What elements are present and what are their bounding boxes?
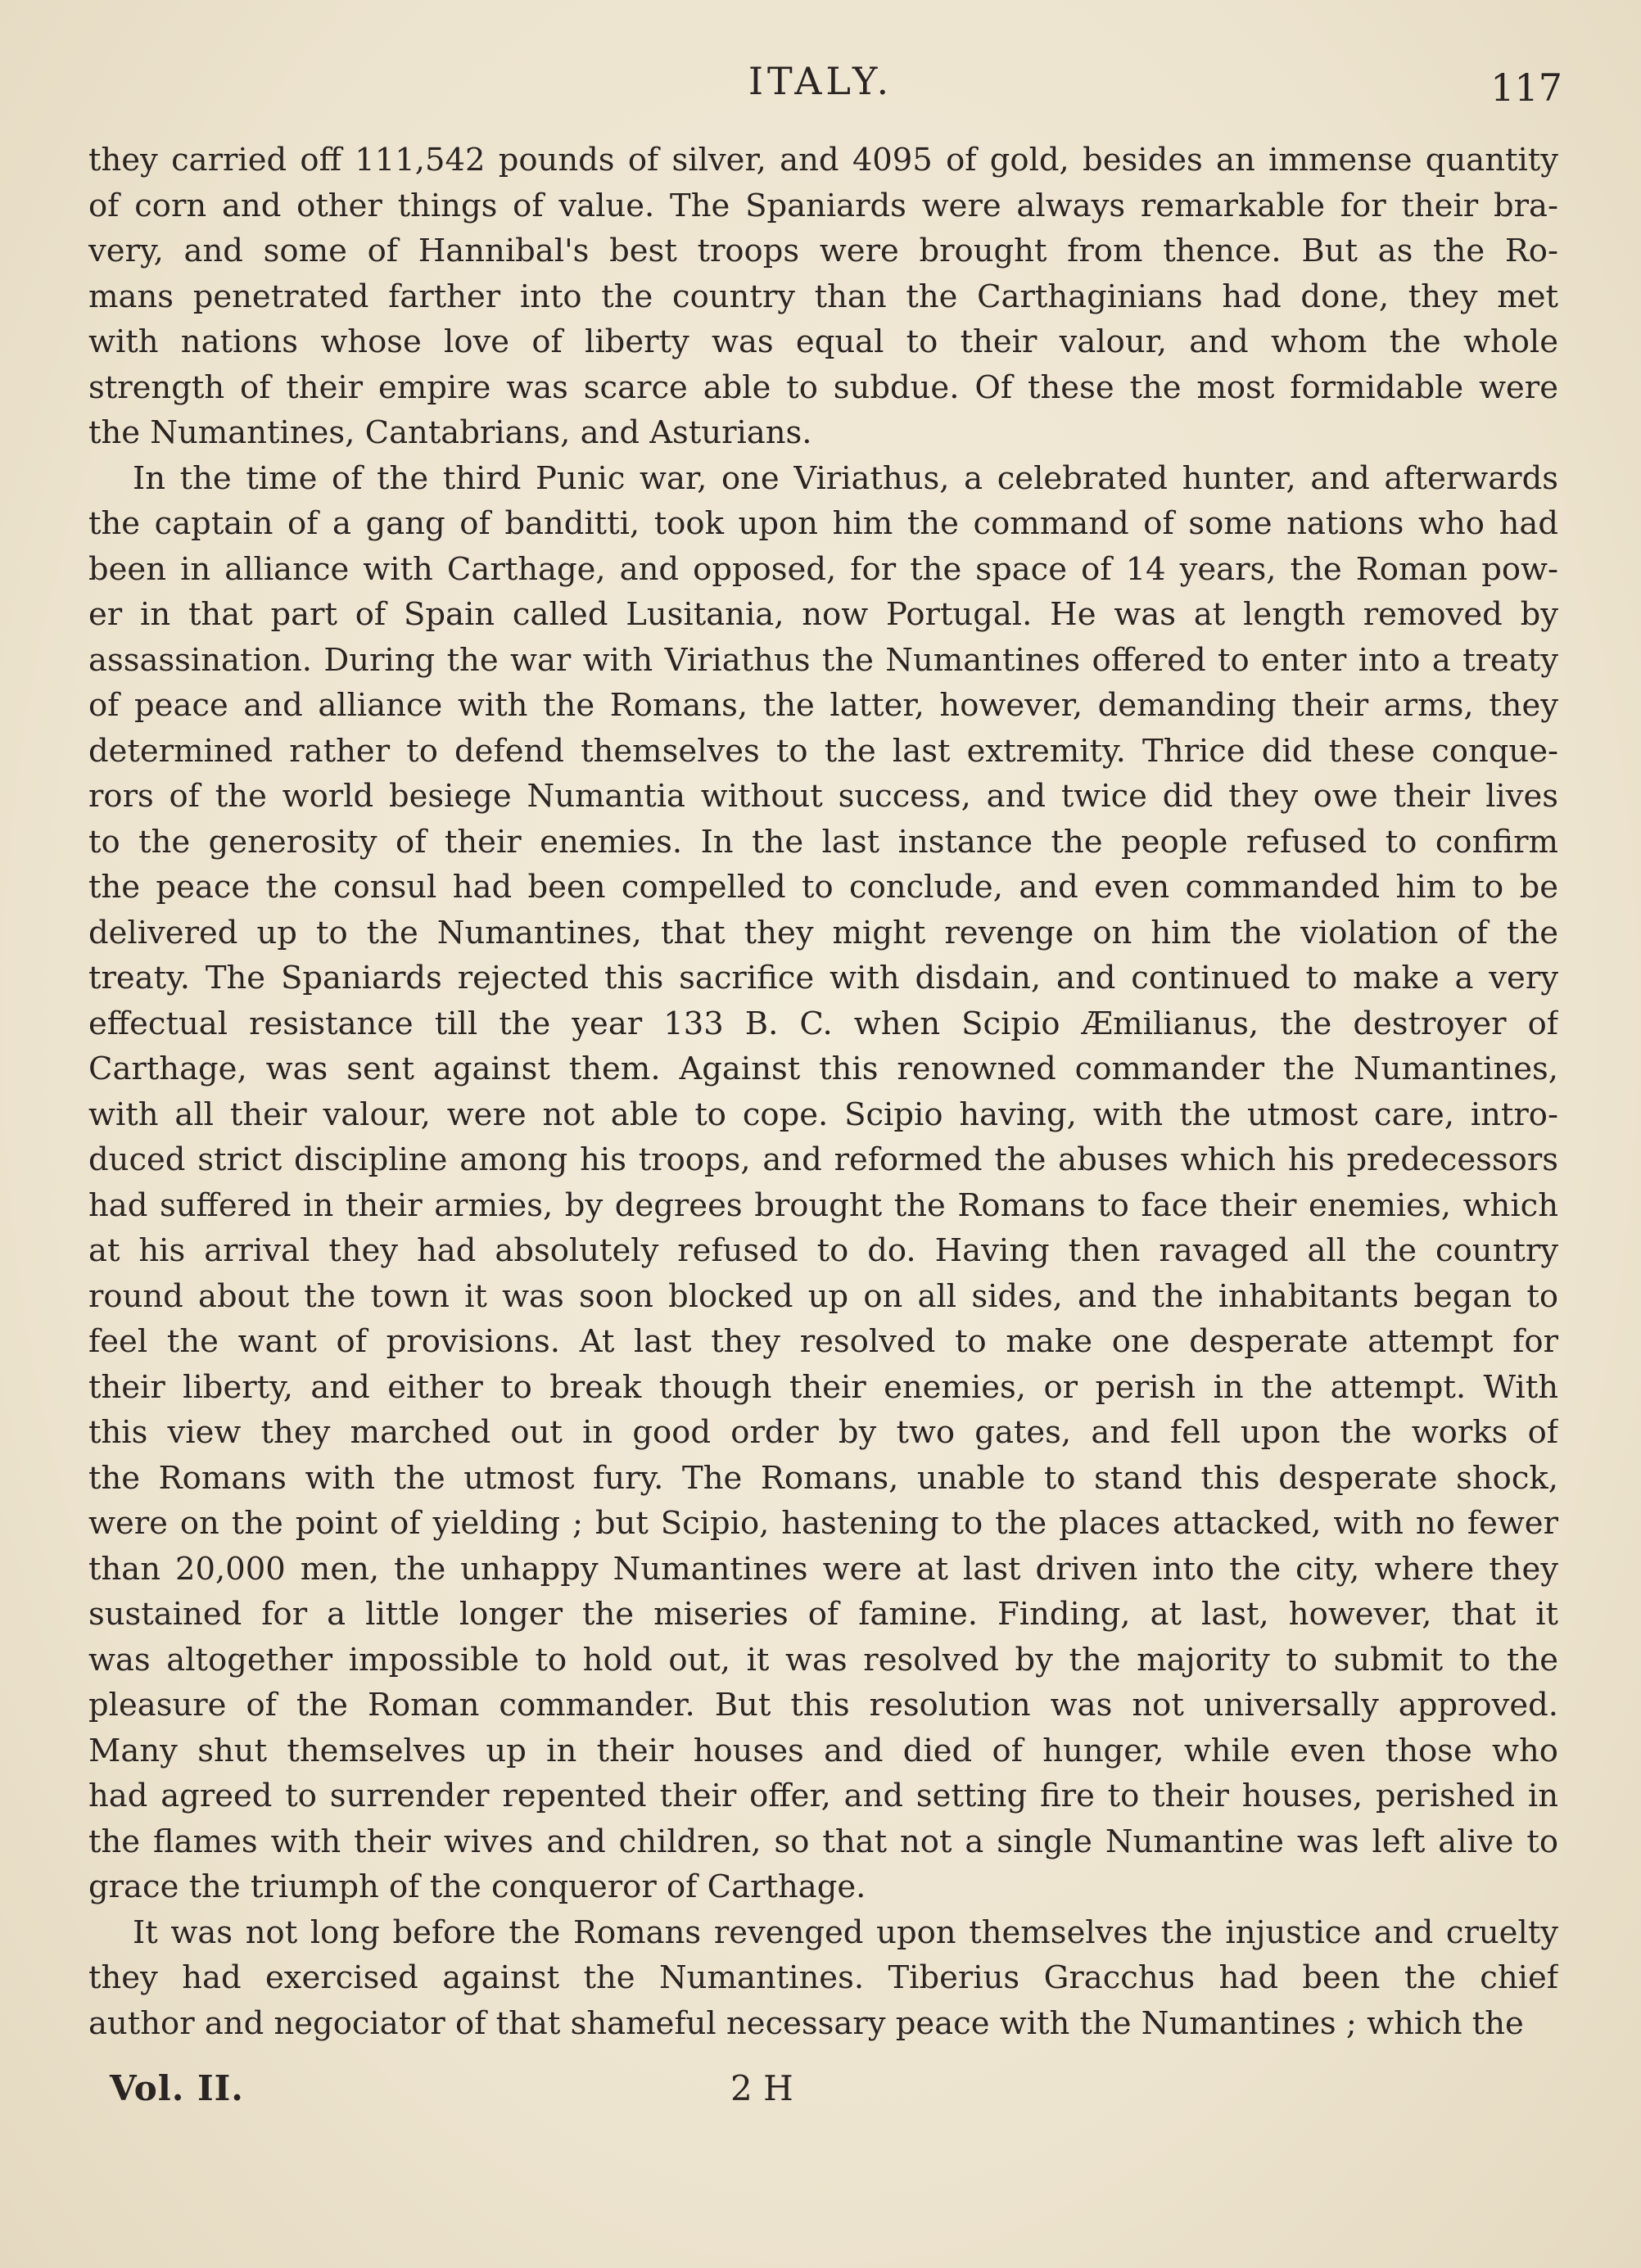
page-title: ITALY.: [748, 59, 893, 103]
text-line: mans penetrated farther into the country than the Carthaginians had done, they met: [88, 278, 1558, 315]
text-line: duced strict discipline among his troops, and reformed the abuses which his predecessors: [88, 1141, 1558, 1178]
text-line: their liberty, and either to break though their enemies, or perish in the attempt. With: [88, 1368, 1558, 1406]
text-line: In the time of the third Punic war, one Viriathus, a celebrated hunter, and afterwards: [133, 459, 1558, 497]
text-line: Many shut themselves up in their houses and died of hunger, while even those who: [88, 1732, 1558, 1769]
text-line: feel the want of provisions. At last they resolved to make one desperate attempt for: [88, 1323, 1558, 1360]
text-line: with all their valour, were not able to cope. Scipio having, with the utmost care, intro-: [88, 1096, 1558, 1133]
text-line: of corn and other things of value. The Spaniards were always remarkable for their bra-: [88, 187, 1558, 224]
text-line: were on the point of yielding ; but Scipio, hastening to the places attacked, with no fewer: [88, 1505, 1558, 1542]
text-line: had agreed to surrender repented their offer, and setting fire to their houses, perished in: [88, 1778, 1558, 1814]
text-line: round about the town it was soon blocked up on all sides, and the inhabitants began to: [88, 1277, 1558, 1315]
signature-mark: 2 H: [730, 2068, 793, 2108]
text-line: to the generosity of their enemies. In the last instance the people refused to confirm: [88, 823, 1558, 861]
paragraph: [88, 456, 1558, 1910]
page-number: 117: [1490, 66, 1562, 110]
text-line: the Numantines, Cantabrians, and Asturians.: [88, 414, 812, 451]
text-line: the Romans with the utmost fury. The Romans, unable to stand this desperate shock,: [88, 1459, 1558, 1497]
text-line: author and negociator of that shameful necessary peace with the Numantines ; which the: [88, 2004, 1524, 2042]
text-line: treaty. The Spaniards rejected this sacrifice with disdain, and continued to make a very: [88, 960, 1558, 996]
text-line: effectual resistance till the year 133 B. C. when Scipio Æmilianus, the destroyer of: [88, 1005, 1558, 1042]
text-line: sustained for a little longer the miseries of famine. Finding, at last, however, that it: [88, 1596, 1558, 1633]
text-line: than 20,000 men, the unhappy Numantines were at last driven into the city, where they: [88, 1550, 1558, 1588]
paragraph: [88, 1910, 1558, 2047]
text-line: determined rather to defend themselves to the last extremity. Thrice did these conque-: [88, 732, 1558, 770]
text-line: strength of their empire was scarce able to subdue. Of these the most formidable were: [88, 368, 1558, 406]
text-line: rors of the world besiege Numantia without success, and twice did they owe their lives: [88, 778, 1558, 815]
text-line: er in that part of Spain called Lusitania, now Portugal. He was at length removed by: [88, 596, 1558, 633]
text-line: they carried off 111,542 pounds of silver, and 4095 of gold, besides an immense quantity: [88, 142, 1558, 178]
text-line: was altogether impossible to hold out, it was resolved by the majority to submit to the: [88, 1641, 1558, 1678]
text-line: the captain of a gang of banditti, took upon him the command of some nations who had: [88, 505, 1558, 542]
text-line: at his arrival they had absolutely refused to do. Having then ravaged all the country: [88, 1232, 1558, 1269]
text-line: with nations whose love of liberty was equal to their valour, and whom the whole: [88, 323, 1558, 360]
text-line: the flames with their wives and children, so that not a single Numantine was left alive to: [88, 1823, 1558, 1860]
text-line: It was not long before the Romans revenged upon themselves the injustice and cruelty: [133, 1913, 1558, 1951]
text-line: been in alliance with Carthage, and opposed, for the space of 14 years, the Roman pow-: [88, 550, 1558, 588]
text-line: of peace and alliance with the Romans, the latter, however, demanding their arms, they: [88, 687, 1558, 724]
text-line: very, and some of Hannibal's best troops were brought from thence. But as the Ro-: [88, 233, 1558, 269]
body-text: [88, 138, 1558, 2046]
paragraph: [88, 138, 1558, 456]
text-line: had suffered in their armies, by degrees brought the Romans to face their enemies, which: [88, 1186, 1558, 1224]
running-head: [0, 59, 1641, 116]
text-line: assassination. During the war with Viriathus the Numantines offered to enter into a treaty: [88, 641, 1558, 679]
text-line: they had exercised against the Numantines. Tiberius Gracchus had been the chief: [88, 1959, 1558, 1996]
text-line: pleasure of the Roman commander. But this resolution was not universally approved.: [88, 1687, 1558, 1724]
volume-label: Vol. II.: [110, 2068, 244, 2108]
text-line: delivered up to the Numantines, that they might revenge on him the violation of the: [88, 914, 1558, 951]
text-line: Carthage, was sent against them. Against this renowned commander the Numantines,: [88, 1050, 1558, 1087]
footer: [0, 2068, 1641, 2117]
text-line: the peace the consul had been compelled to conclude, and even commanded him to be: [88, 869, 1558, 906]
text-line: grace the triumph of the conqueror of Carthage.: [88, 1868, 866, 1905]
text-line: this view they marched out in good order by two gates, and fell upon the works of: [88, 1414, 1558, 1451]
